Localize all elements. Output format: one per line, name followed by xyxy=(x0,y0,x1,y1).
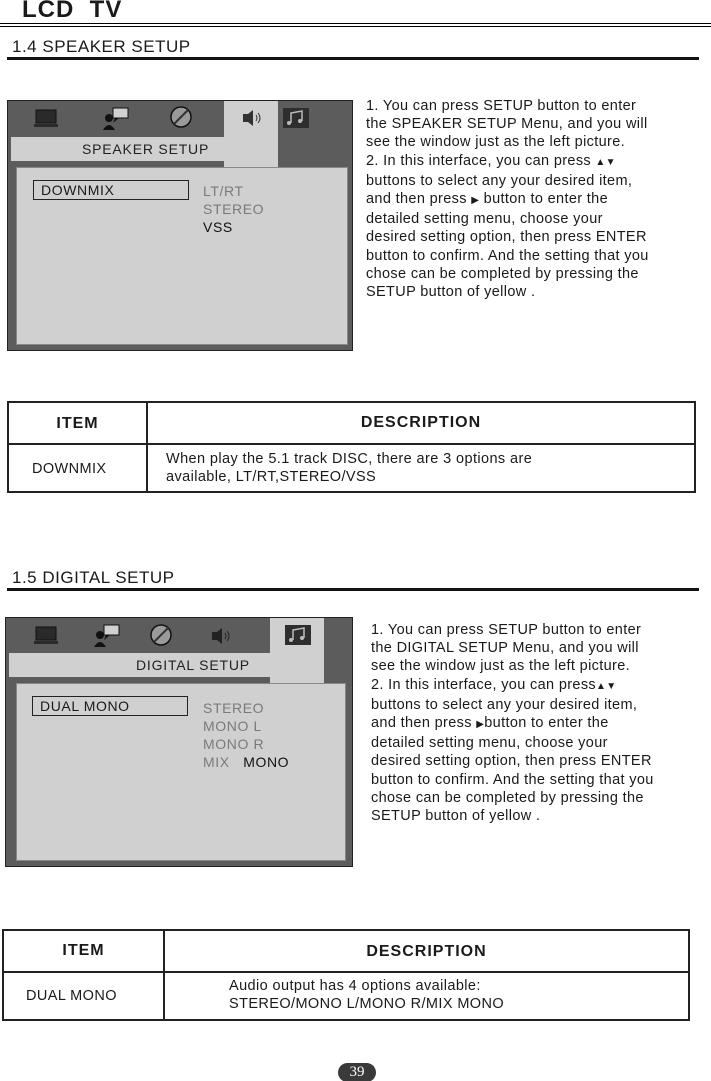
table-header-description: DESCRIPTION xyxy=(366,943,487,960)
section-rule xyxy=(7,57,699,60)
up-down-arrow-icon: ▲▼ xyxy=(595,156,616,168)
section-rule xyxy=(7,588,699,591)
option-lt-rt[interactable]: LT/RT xyxy=(203,183,244,199)
option-vss[interactable]: VSS xyxy=(203,219,233,235)
section-title-digital-setup: 1.5 DIGITAL SETUP xyxy=(12,568,175,587)
header-rule xyxy=(0,23,711,24)
speaker-setup-table xyxy=(7,401,696,493)
digital-setup-menu-screenshot xyxy=(5,617,353,867)
table-cell-description: Audio output has 4 options available: STEREO/MONO L/MONO R/MIX MONO xyxy=(229,978,505,1012)
menu-title-bar xyxy=(9,653,323,677)
speaker-setup-menu-screenshot xyxy=(7,100,353,351)
table-header-item: ITEM xyxy=(62,942,105,959)
music-icon xyxy=(282,107,310,129)
digital-setup-instructions: 1. You can press SETUP button to enter the DIGITAL SETUP Menu, and you will see the window just as the left picture. 2. In this interface, you can press▲▼ buttons to select any your desired item, and then press ▶button to enter the detailed setting menu, choose your desired setting option, then press ENTER button to confirm. And the setting that you chose can be completed by pressing the SETUP button of yellow . xyxy=(371,622,654,825)
table-divider xyxy=(4,971,688,973)
language-icon xyxy=(92,623,122,649)
tv-icon xyxy=(34,107,60,129)
option-stereo[interactable]: STEREO xyxy=(203,201,265,217)
speaker-icon xyxy=(242,109,264,127)
table-cell-item: DUAL MONO xyxy=(26,988,117,1004)
table-divider xyxy=(9,443,694,445)
tv-icon xyxy=(34,624,60,646)
option-mono-r[interactable]: MONO R xyxy=(203,736,265,752)
right-arrow-icon: ▶ xyxy=(471,195,480,207)
video-icon xyxy=(169,105,193,129)
speaker-setup-instructions: 1. You can press SETUP button to enter the SPEAKER SETUP Menu, and you will see the window just as the left picture. 2. In this interface, you can press ▲▼ buttons to select any your desired item, and then press ▶ button to enter the detailed setting menu, choose your desired setting option, then press ENTER button to confirm. And the setting that you chose can be completed by pressing the SETUP button of yellow . xyxy=(366,98,649,301)
table-cell-description: When play the 5.1 track DISC, there are 3 options are available, LT/RT,STEREO/VSS xyxy=(166,451,533,485)
header-rule xyxy=(0,26,711,27)
option-stereo[interactable]: STEREO xyxy=(203,700,265,716)
table-header-description: DESCRIPTION xyxy=(360,414,482,431)
up-down-arrow-icon: ▲▼ xyxy=(596,680,617,692)
video-icon xyxy=(149,623,173,647)
menu-item-downmix[interactable]: DOWNMIX xyxy=(33,180,189,200)
option-mix-mono[interactable]: MIX MONO xyxy=(203,754,290,770)
music-icon xyxy=(284,624,312,646)
language-icon xyxy=(101,106,131,132)
menu-item-dual-mono[interactable]: DUAL MONO xyxy=(32,696,188,716)
menu-title-bar xyxy=(11,137,277,161)
speaker-icon xyxy=(211,627,233,645)
section-title-speaker-setup: 1.4 SPEAKER SETUP xyxy=(12,37,191,56)
option-mono-l[interactable]: MONO L xyxy=(203,718,262,734)
active-option-mono: MONO xyxy=(243,754,290,770)
brand-title: LCD TV xyxy=(22,0,123,23)
table-cell-item: DOWNMIX xyxy=(32,461,107,477)
right-arrow-icon: ▶ xyxy=(476,719,485,731)
page-number: 39 xyxy=(338,1063,376,1081)
table-header-item: ITEM xyxy=(56,415,99,432)
menu-title: DIGITAL SETUP xyxy=(136,657,250,673)
digital-setup-table xyxy=(2,929,690,1021)
menu-title: SPEAKER SETUP xyxy=(82,141,210,157)
